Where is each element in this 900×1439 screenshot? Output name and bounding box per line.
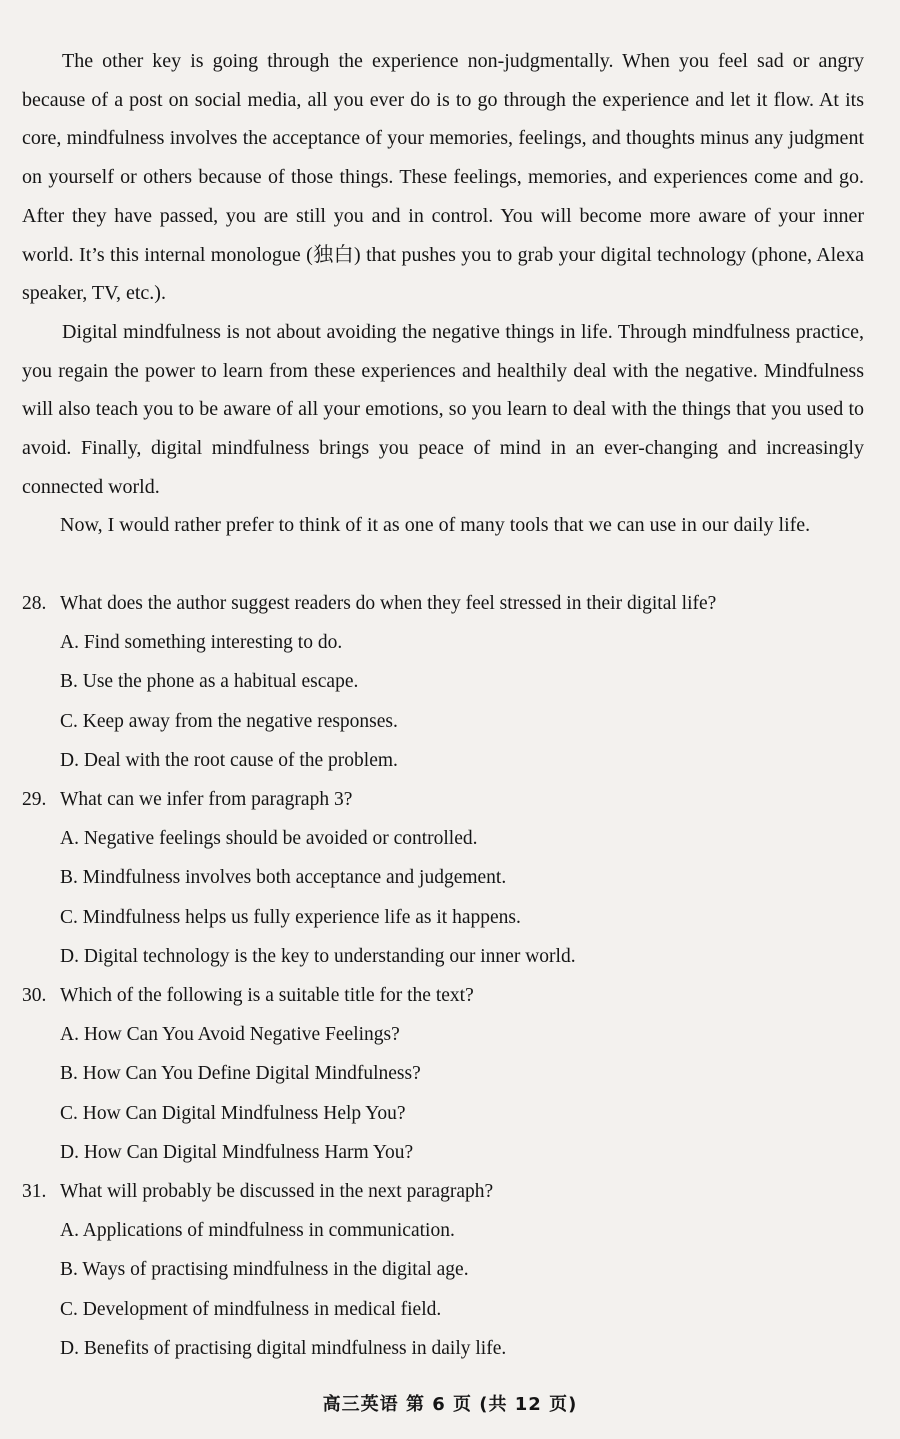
question-stem: Which of the following is a suitable title for the text?: [60, 985, 474, 1007]
option-a: A. Find something interesting to do.: [60, 632, 343, 654]
paragraph: The other key is going through the experience non-judgmentally. When you feel sad or angry because of a post on social media, all you ever do is to go through the experience and let it flow. At its core, mindfulness involves the acceptance of your memories, feelings, and thoughts minus any judgment on yourself or others because of those things. These feelings, memories, and experiences come and go. After they have passed, you are still you and in control. You will become more aware of your inner world. It’s this internal monologue (独白) that pushes you to grab your digital technology (phone, Alexa speaker, TV, etc.).: [22, 50, 864, 305]
question-30: [22, 976, 872, 1172]
option-c: C. Mindfulness helps us fully experience life as it happens.: [60, 906, 521, 928]
option-c: C. Development of mindfulness in medical field.: [60, 1298, 442, 1320]
question-number: 29.: [22, 789, 47, 811]
option-d: D. How Can Digital Mindfulness Harm You?: [60, 1141, 414, 1163]
question-stem: What does the author suggest readers do when they feel stressed in their digital life?: [60, 593, 717, 614]
paragraph: Now, I would rather prefer to think of it as one of many tools that we can use in our daily life.: [60, 514, 811, 537]
question-31: [22, 1172, 872, 1368]
question-list: [22, 584, 872, 1368]
option-a: A. Negative feelings should be avoided or controlled.: [60, 828, 478, 850]
question-stem: What can we infer from paragraph 3?: [60, 789, 353, 811]
option-c: C. How Can Digital Mindfulness Help You?: [60, 1102, 406, 1124]
option-a: A. How Can You Avoid Negative Feelings?: [60, 1024, 400, 1046]
option-c: C. Keep away from the negative responses.: [60, 710, 398, 732]
option-b: B. Mindfulness involves both acceptance and judgement.: [60, 867, 507, 889]
question-number: 28.: [22, 593, 47, 614]
paragraph: Digital mindfulness is not about avoiding the negative things in life. Through mindfulness practice, you regain the power to learn from these experiences and healthily deal with the negative. Mindfulness will also teach you to be aware of all your emotions, so you learn to deal with the things that you used to avoid. Finally, digital mindfulness brings you peace of mind in an ever-changing and increasingly connected world.: [22, 320, 864, 498]
question-stem: What will probably be discussed in the next paragraph?: [60, 1181, 494, 1203]
option-b: B. How Can You Define Digital Mindfulness?: [60, 1063, 421, 1085]
question-number: 30.: [22, 985, 47, 1007]
option-b: B. Ways of practising mindfulness in the digital age.: [60, 1259, 469, 1281]
reading-passage: [22, 42, 864, 545]
option-d: D. Digital technology is the key to understanding our inner world.: [60, 945, 576, 967]
page-footer: 高三英语 第 6 页 (共 12 页): [322, 1394, 578, 1415]
question-number: 31.: [22, 1181, 47, 1203]
option-d: D. Benefits of practising digital mindfulness in daily life.: [60, 1337, 507, 1359]
option-a: A. Applications of mindfulness in communication.: [60, 1220, 455, 1242]
option-b: B. Use the phone as a habitual escape.: [60, 671, 359, 693]
option-d: D. Deal with the root cause of the problem.: [60, 749, 398, 771]
question-28: [22, 584, 872, 780]
question-29: [22, 780, 872, 976]
